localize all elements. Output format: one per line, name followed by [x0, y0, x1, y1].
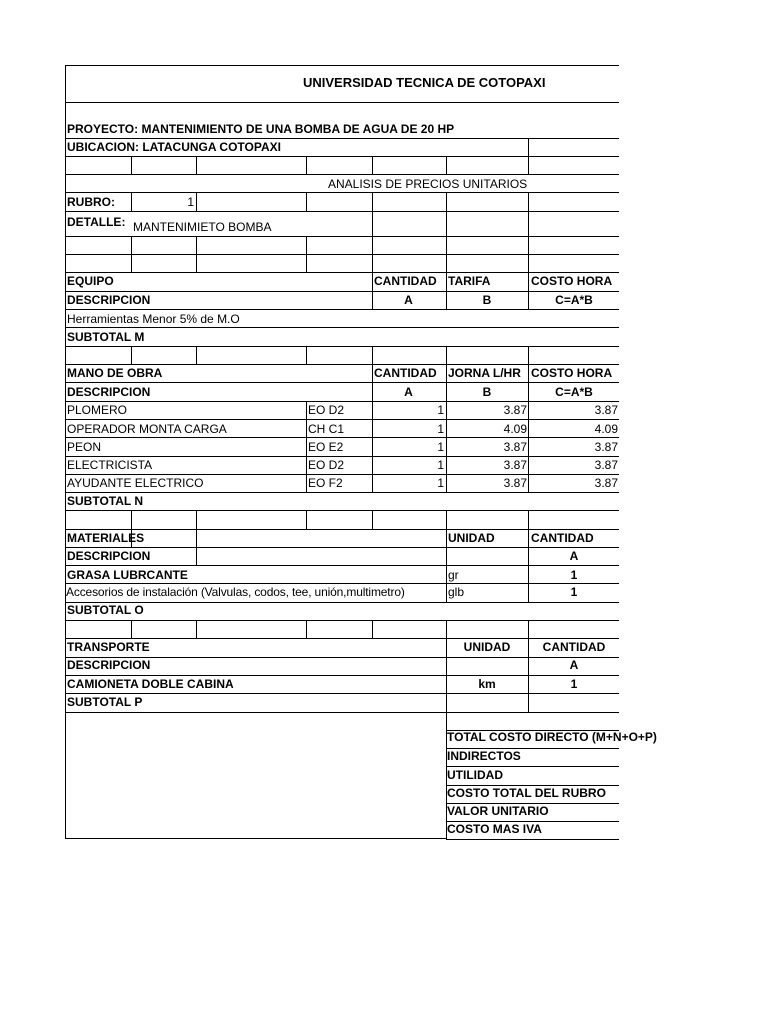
material-cant: 1	[570, 568, 578, 582]
labor-costo: 3.87	[594, 440, 618, 454]
mano-obra-subtotal: SUBTOTAL N	[67, 494, 144, 508]
grid-line	[372, 254, 373, 272]
utilidad-label: UTILIDAD	[447, 768, 503, 782]
grid-line	[528, 693, 529, 712]
grid-line	[446, 620, 447, 638]
materiales-col-unidad: UNIDAD	[448, 531, 495, 545]
mano-obra-desc-label: DESCRIPCION	[67, 385, 151, 399]
labor-jornal: 3.87	[503, 440, 527, 454]
mano-obra-col-cantidad: CANTIDAD	[374, 366, 437, 380]
mano-obra-title: MANO DE OBRA	[67, 366, 163, 380]
grid-line	[196, 192, 197, 211]
totals-block	[446, 730, 657, 840]
grid-line	[446, 236, 447, 254]
equipo-col-tarifa: TARIFA	[448, 274, 491, 288]
grid-line	[65, 529, 619, 530]
labor-costo: 3.87	[594, 458, 618, 472]
grid-line	[306, 346, 307, 364]
equipo-title: EQUIPO	[67, 274, 114, 288]
detalle-label: DETALLE:	[67, 215, 126, 229]
grid-line	[65, 364, 619, 365]
grid-line	[65, 174, 619, 175]
materiales-col-cantidad: CANTIDAD	[531, 531, 594, 545]
grid-line	[528, 346, 529, 364]
grid-line	[528, 254, 529, 272]
analysis-title: ANALISIS DE PRECIOS UNITARIOS	[328, 177, 528, 191]
labor-desc: PEON	[67, 440, 102, 454]
grid-line	[65, 620, 619, 621]
grid-line	[65, 102, 619, 103]
grid-line	[65, 712, 619, 713]
grid-line	[131, 236, 132, 254]
materiales-desc-label: DESCRIPCION	[67, 549, 151, 563]
grid-line	[131, 156, 132, 174]
grid-line	[528, 192, 529, 211]
labor-jornal: 3.87	[503, 458, 527, 472]
grid-line	[65, 138, 619, 139]
grid-line	[65, 156, 619, 157]
grid-line	[446, 529, 447, 547]
grid-line	[65, 675, 619, 676]
transport-cant: 1	[570, 677, 578, 691]
grid-line	[372, 236, 373, 254]
grid-line	[372, 620, 373, 638]
grid-line	[65, 419, 619, 420]
grid-line	[65, 510, 619, 511]
grid-line	[372, 156, 373, 174]
materiales-title: MATERIALES	[67, 531, 145, 545]
equipo-subtotal: SUBTOTAL M	[67, 330, 145, 344]
grid-line	[65, 583, 619, 584]
equipo-col-cantidad: CANTIDAD	[374, 274, 437, 288]
grid-line	[65, 254, 619, 255]
transporte-col-unidad: UNIDAD	[463, 640, 511, 654]
location-label: UBICACION: LATACUNGA COTOPAXI	[67, 140, 281, 154]
grid-line	[196, 529, 197, 547]
grid-line	[372, 192, 373, 211]
detalle-value: MANTENIMIETO BOMBA	[133, 220, 272, 234]
grid-line	[65, 236, 619, 237]
grid-line	[196, 547, 197, 565]
transport-unidad: km	[478, 677, 496, 691]
project-label: PROYECTO: MANTENIMIENTO DE UNA BOMBA DE AGUA DE 20 HP	[67, 122, 455, 136]
grid-line	[131, 620, 132, 638]
labor-jornal: 4.09	[503, 422, 527, 436]
equipo-desc-label: DESCRIPCION	[67, 293, 151, 307]
grid-line	[65, 456, 619, 457]
grid-line	[446, 156, 447, 174]
transporte-title: TRANSPORTE	[67, 640, 150, 654]
grid-line	[196, 620, 197, 638]
grid-line	[65, 602, 619, 603]
labor-jornal: 3.87	[503, 403, 527, 417]
grid-line	[528, 156, 529, 174]
grid-line	[306, 192, 307, 211]
grid-line	[65, 382, 619, 383]
materiales-col-a: A	[569, 549, 579, 563]
mano-obra-col-jornal: JORNA L/HR	[448, 366, 521, 380]
mano-obra-col-c: C=A*B	[555, 385, 593, 399]
grid-line	[196, 236, 197, 254]
grid-line	[446, 254, 447, 272]
grid-line	[306, 620, 307, 638]
labor-cat: EO E2	[308, 440, 344, 454]
grid-line	[446, 547, 447, 565]
labor-desc: OPERADOR MONTA CARGA	[67, 422, 227, 436]
grid-line	[372, 346, 373, 364]
grid-line	[306, 236, 307, 254]
labor-costo: 4.09	[594, 422, 618, 436]
grid-line	[65, 547, 619, 548]
university-title: UNIVERSIDAD TECNICA DE COTOPAXI	[303, 75, 546, 90]
mano-obra-col-costo: COSTO HORA	[531, 366, 613, 380]
grid-line	[65, 327, 619, 328]
rubro-label: RUBRO:	[67, 195, 115, 209]
grid-line	[446, 510, 447, 529]
grid-line	[65, 565, 619, 566]
labor-desc: AYUDANTE ELECTRICO	[67, 476, 204, 490]
grid-line	[131, 510, 132, 529]
labor-cat: EO D2	[308, 458, 345, 472]
equipo-col-c: C=A*B	[555, 293, 593, 307]
grid-line	[196, 346, 197, 364]
labor-jornal: 3.87	[503, 476, 527, 490]
grid-line	[528, 620, 529, 638]
material-desc: GRASA LUBRCANTE	[67, 568, 188, 582]
grid-line	[446, 565, 447, 602]
grid-line	[65, 346, 619, 347]
grid-line	[196, 254, 197, 272]
labor-costo: 3.87	[594, 403, 618, 417]
grid-line	[65, 474, 619, 475]
grid-line	[65, 638, 619, 639]
grid-line	[446, 346, 447, 364]
grid-line	[446, 192, 447, 211]
equipo-col-costo: COSTO HORA	[531, 274, 613, 288]
grid-line	[372, 211, 373, 236]
equipo-col-a: A	[404, 293, 413, 307]
grid-line	[306, 156, 307, 174]
mano-obra-col-b: B	[482, 385, 492, 399]
labor-cant: 1	[437, 476, 444, 490]
grid-line	[65, 65, 619, 66]
grid-line	[131, 254, 132, 272]
transporte-desc-label: DESCRIPCION	[67, 658, 151, 672]
mano-obra-col-a: A	[404, 385, 413, 399]
labor-cant: 1	[437, 403, 444, 417]
grid-line	[306, 401, 307, 492]
total-costo-directo: TOTAL COSTO DIRECTO (M+N+O+P)	[447, 730, 657, 744]
grid-line	[446, 693, 447, 712]
grid-line	[65, 401, 619, 402]
grid-line	[65, 192, 619, 193]
labor-cat: EO F2	[308, 476, 343, 490]
grid-line	[65, 291, 619, 292]
costo-mas-iva: COSTO MAS IVA	[447, 822, 542, 836]
material-desc: Accesorios de instalación (Valvulas, codos, tee, unión,multimetro)	[66, 585, 405, 599]
grid-line	[446, 211, 447, 236]
grid-line	[372, 510, 373, 529]
material-unidad: glb	[448, 585, 465, 599]
labor-cat: CH C1	[308, 422, 345, 436]
material-cant: 1	[570, 585, 578, 599]
grid-line	[528, 138, 529, 156]
labor-cat: EO D2	[308, 403, 345, 417]
transporte-subtotal: SUBTOTAL P	[67, 695, 143, 709]
material-unidad: gr	[448, 568, 459, 582]
grid-line	[528, 211, 529, 236]
grid-line	[65, 437, 619, 438]
labor-cant: 1	[437, 458, 444, 472]
labor-cant: 1	[437, 440, 444, 454]
labor-desc: PLOMERO	[67, 403, 128, 417]
grid-line	[65, 309, 619, 310]
costo-total-rubro: COSTO TOTAL DEL RUBRO	[447, 786, 606, 800]
grid-line	[306, 510, 307, 529]
grid-line	[306, 254, 307, 272]
rubro-value: 1	[187, 195, 194, 209]
transporte-col-cantidad: CANTIDAD	[542, 640, 606, 654]
grid-line	[65, 211, 619, 212]
indirectos-label: INDIRECTOS	[447, 749, 521, 763]
labor-desc: ELECTRICISTA	[67, 458, 153, 472]
grid-line	[528, 529, 529, 547]
grid-line	[196, 510, 197, 529]
transport-desc: CAMIONETA DOBLE CABINA	[67, 677, 234, 691]
grid-line	[196, 156, 197, 174]
equipo-item: Herramientas Menor 5% de M.O	[67, 312, 240, 326]
grid-line	[65, 492, 619, 493]
labor-costo: 3.87	[594, 476, 618, 490]
equipo-col-b: B	[482, 293, 492, 307]
grid-line	[131, 346, 132, 364]
transporte-col-a: A	[569, 658, 579, 672]
grid-line	[65, 693, 619, 694]
labor-cant: 1	[437, 422, 444, 436]
grid-line	[65, 65, 66, 839]
grid-line	[528, 510, 529, 529]
grid-line	[65, 272, 619, 273]
materiales-subtotal: SUBTOTAL O	[67, 603, 144, 617]
valor-unitario: VALOR UNITARIO	[447, 804, 549, 818]
grid-line	[65, 838, 446, 839]
grid-line	[528, 236, 529, 254]
